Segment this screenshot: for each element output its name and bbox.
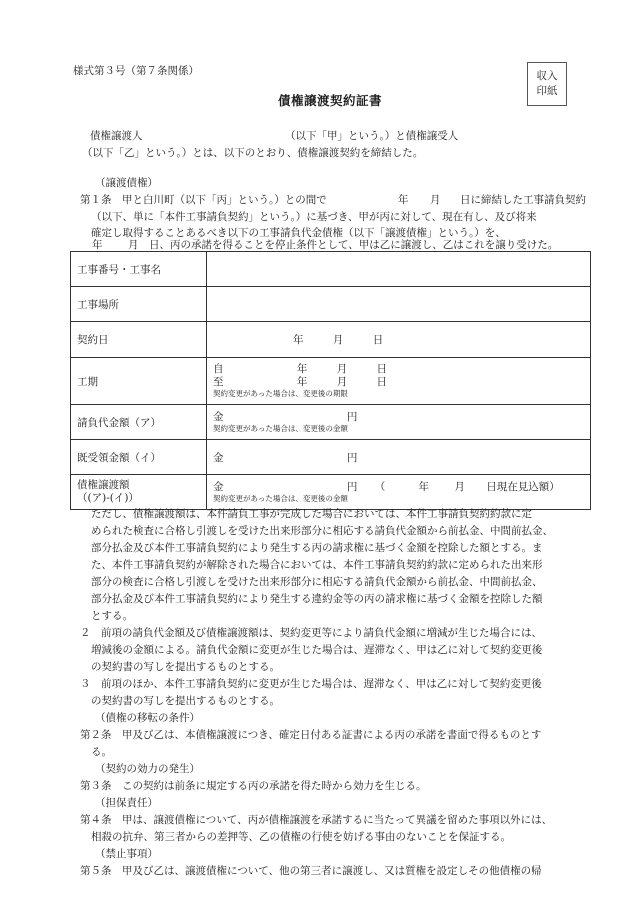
transfer-amount-yen: 円 bbox=[346, 480, 358, 493]
proviso-line: められた検査に合格し引渡しを受けた出来形部分に相応する請負代金額から前払金、中間前払金、 bbox=[91, 525, 553, 537]
article1-line3: 確定し取得することあるべき以下の工事請負代金債権（以下「譲渡債権」という。）を、 bbox=[91, 227, 506, 239]
proviso-line: 部分払金及び本件工事請負契約により発生する違約金等の丙の請求権に基づく金額を控除した額 bbox=[91, 593, 543, 605]
table-row bbox=[71, 405, 591, 440]
proviso-line: 部分払金及び本件工事請負契約により発生する丙の請求権に基づく金額を控除した額とする。ま bbox=[91, 542, 543, 554]
transfer-amount-label-1: 債権譲渡額 bbox=[77, 479, 130, 491]
transfer-year: 年 bbox=[418, 480, 430, 493]
intro-transferor-label: 債権譲渡人 bbox=[90, 130, 143, 142]
received-amount-value bbox=[207, 440, 591, 475]
received-amount-yen: 円 bbox=[346, 451, 358, 464]
table-row bbox=[71, 475, 591, 510]
table-row bbox=[71, 322, 591, 358]
table-row bbox=[71, 252, 591, 287]
work-site-label: 工事場所 bbox=[71, 287, 207, 322]
article2-line: る。 bbox=[91, 746, 112, 758]
stamp-label-2: 印紙 bbox=[536, 85, 558, 97]
article5-line: 第５条 甲及び乙は、譲渡債権について、他の第三者に譲渡し、又は質権を設定しその他債権の帰 bbox=[80, 865, 542, 877]
para3-line: ３ 前項のほか、本件工事請負契約に変更が生じた場合は、遅滞なく、甲は乙に対して契約変更後 bbox=[80, 678, 542, 690]
transfer-asof: 日現在見込額） bbox=[486, 480, 560, 493]
contract-date-label: 契約日 bbox=[71, 322, 207, 358]
proviso-line: た、本件工事請負契約が解除された場合においては、本件工事請負契約約款に定められた出来形 bbox=[91, 559, 543, 571]
transfer-amount-value bbox=[207, 475, 591, 510]
contract-date-month: 月 bbox=[332, 334, 344, 346]
article1-year: 年 bbox=[398, 194, 409, 206]
proviso-line: 部分の検査に合格し引渡しを受けた出来形部分に相応する請負代金額から前払金、中間前払金、 bbox=[91, 576, 543, 588]
work-name-label: 工事番号・工事名 bbox=[71, 252, 207, 287]
received-amount-kin: 金 bbox=[213, 451, 224, 464]
work-site-value bbox=[207, 287, 591, 322]
contract-date-value bbox=[207, 322, 591, 358]
article1-line4-year: 年 bbox=[92, 239, 103, 251]
article2-heading: （債権の移転の条件） bbox=[95, 712, 200, 724]
table-row bbox=[71, 358, 591, 405]
article1-line1b: 日に締結した工事請負契約 bbox=[460, 194, 586, 206]
period-to: 至 bbox=[213, 376, 224, 388]
period-from-day: 日 bbox=[376, 363, 388, 375]
para2-line: 増減後の金額による。請負代金額に変更が生じた場合は、遅滞なく、甲は乙に対して契約変更後 bbox=[91, 644, 543, 656]
intro-transferee-text: （以下「甲」という。）と債権譲受人 bbox=[285, 130, 459, 142]
period-label: 工期 bbox=[71, 358, 207, 405]
contract-date-year: 年 bbox=[293, 334, 304, 346]
period-from-month: 月 bbox=[336, 363, 348, 375]
transfer-amount-kin: 金 bbox=[213, 480, 224, 493]
stamp-label-1: 収入 bbox=[536, 70, 558, 82]
transfer-paren-open: （ bbox=[374, 480, 386, 493]
para2-line: の契約書の写しを提出するものとする。 bbox=[91, 661, 280, 673]
period-to-month: 月 bbox=[336, 376, 348, 388]
proviso-line: ただし、債権譲渡額は、本件請負工事が完成した場合においては、本件工事請負契約約款に定 bbox=[91, 508, 532, 520]
article1-month: 月 bbox=[430, 194, 441, 206]
article5-heading: （禁止事項） bbox=[95, 848, 158, 860]
contract-amount-label: 請負代金額（ア） bbox=[71, 405, 207, 440]
article3-heading: （契約の効力の発生） bbox=[95, 763, 200, 775]
transfer-amount-label bbox=[71, 475, 207, 510]
para2-line: ２ 前項の請負代金額及び債権譲渡額は、契約変更等により請負代金額に増減が生じた場合には、 bbox=[80, 627, 542, 639]
period-to-day: 日 bbox=[376, 376, 388, 388]
contract-amount-yen: 円 bbox=[346, 410, 358, 423]
form-number: 様式第３号（第７条関係） bbox=[73, 65, 199, 77]
transfer-amount-note: 契約変更があった場合は、変更後の金額 bbox=[213, 493, 348, 503]
contract-amount-value bbox=[207, 405, 591, 440]
period-to-year: 年 bbox=[296, 376, 308, 388]
contract-amount-kin: 金 bbox=[213, 410, 224, 423]
transfer-month: 月 bbox=[454, 480, 465, 493]
contract-amount-note: 契約変更があった場合は、変更後の金額 bbox=[213, 423, 348, 433]
article4-line: 相殺の抗弁、第三者からの差押等、乙の債権の行使を妨げる事由のないことを保証する。 bbox=[91, 831, 511, 843]
revenue-stamp-box bbox=[527, 62, 567, 106]
period-from-year: 年 bbox=[296, 363, 308, 375]
period-from: 自 bbox=[213, 363, 224, 375]
article1-line2: （以下、単に「本件工事請負契約」という。）に基づき、甲が丙に対して、現在有し、及び将来 bbox=[91, 211, 537, 223]
work-name-value bbox=[207, 252, 591, 287]
intro-line-2: （以下「乙」という。）とは、以下のとおり、債権譲渡契約を締結した。 bbox=[82, 147, 424, 159]
document-title: 債権譲渡契約証書 bbox=[278, 93, 383, 108]
table-row bbox=[71, 440, 591, 475]
para3-line: の契約書の写しを提出するものとする。 bbox=[91, 695, 280, 707]
received-amount-label: 既受領金額（イ） bbox=[71, 440, 207, 475]
proviso-line: とする。 bbox=[91, 610, 133, 622]
contract-date-day: 日 bbox=[372, 334, 384, 346]
article1-line1a: 第１条 甲と白川町（以下「丙」という。）との間で bbox=[80, 194, 327, 206]
article1-line4: 月 日、丙の承諾を得ることを停止条件として、甲は乙に譲渡し、乙はこれを譲り受けた。 bbox=[128, 239, 559, 251]
contract-details-table bbox=[70, 251, 591, 510]
article1-heading: （譲渡債権） bbox=[95, 177, 158, 189]
transfer-amount-label-2: （(ア)-(イ)） bbox=[77, 492, 139, 504]
period-value bbox=[207, 358, 591, 405]
article4-heading: （担保責任） bbox=[95, 797, 158, 809]
article4-line: 第４条 甲は、譲渡債権について、丙が債権譲渡を承諾するに当たって異議を留めた事項以外には、 bbox=[80, 814, 553, 826]
table-row bbox=[71, 287, 591, 322]
period-note: 契約変更があった場合は、変更後の期限 bbox=[213, 389, 348, 398]
article2-line: 第２条 甲及び乙は、本債権譲渡につき、確定日付ある証書による丙の承諾を書面で得るものとす bbox=[80, 729, 542, 741]
article3-line: 第３条 この契約は前条に規定する丙の承諾を得た時から効力を生じる。 bbox=[80, 780, 427, 792]
